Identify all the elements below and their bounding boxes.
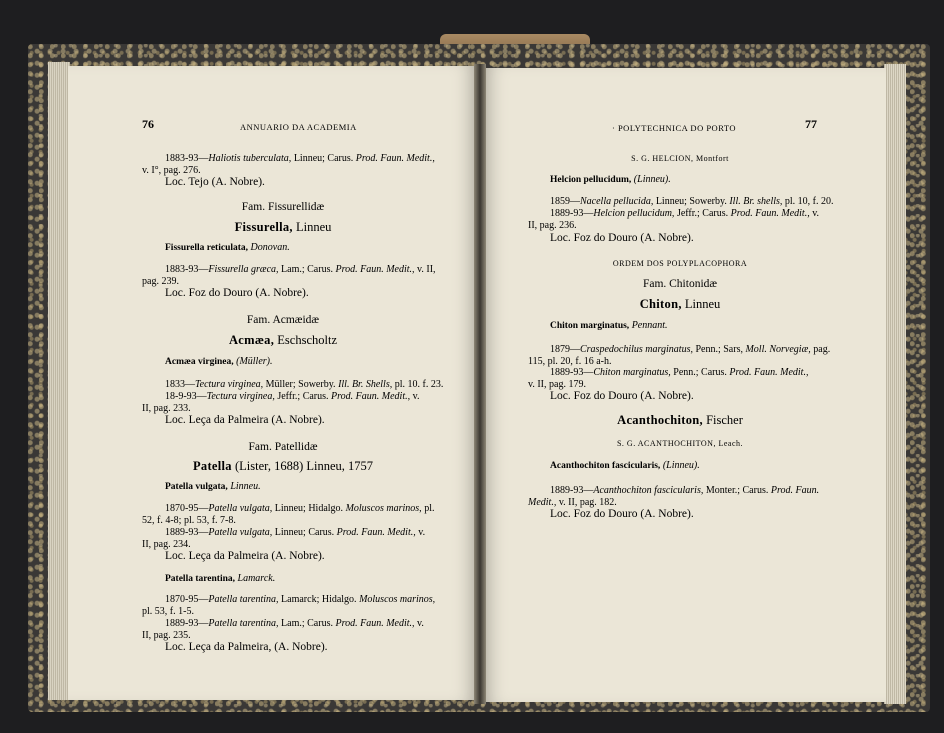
- locality-line: Loc. Leça da Palmeira, (A. Nobre).: [165, 641, 328, 653]
- page-edges-right: [884, 64, 906, 704]
- entry-line: II, pag. 235.: [142, 630, 191, 641]
- entry-line: II, pag. 234.: [142, 539, 191, 550]
- genus-heading: Fissurella, Linneu: [234, 220, 332, 234]
- entry-line: v. II, pag. 179.: [528, 379, 586, 390]
- locality-line: Loc. Foz do Douro (A. Nobre).: [550, 390, 694, 402]
- right-page-number: 77: [805, 117, 817, 131]
- subgenus-heading: S. G. ACANTHOCHITON, Leach.: [616, 439, 743, 448]
- entry-line: 1889-93—Acanthochiton fascicularis, Monter.; Carus. Prod. Faun.: [550, 485, 820, 496]
- family-heading: Fam. Chitonidæ: [642, 278, 718, 290]
- left-running-head: ANNUARIO DA ACADEMIA: [240, 122, 357, 132]
- species-heading: Chiton marginatus, Pennant.: [550, 320, 668, 331]
- entry-line: 1889-93—Patella vulgata, Linneu; Carus. Prod. Faun. Medit., v.: [165, 527, 426, 538]
- locality-line: Loc. Foz do Douro (A. Nobre).: [165, 287, 309, 299]
- species-heading: Acanthochiton fascicularis, (Linneu).: [550, 460, 700, 471]
- entry-line: 115, pl. 20, f. 16 a-h.: [528, 356, 612, 367]
- entry-line: 1883-93—Fissurella græca, Lam.; Carus. Prod. Faun. Medit., v. II,: [165, 264, 436, 275]
- entry-line: II, pag. 236.: [528, 220, 577, 231]
- entry-line: 1859—Nacella pellucida, Linneu; Sowerby. Ill. Br. shells, pl. 10, f. 20.: [550, 196, 834, 207]
- entry-line: 1879—Craspedochilus marginatus, Penn.; Sars, Moll. Norvegiæ, pag.: [550, 344, 831, 355]
- genus-heading: Chiton, Linneu: [639, 297, 721, 311]
- locality-line: Loc. Tejo (A. Nobre).: [165, 176, 265, 188]
- entry-line: pag. 239.: [142, 276, 179, 287]
- page-edges-left: [48, 62, 70, 700]
- locality-line: Loc. Leça da Palmeira (A. Nobre).: [165, 414, 325, 426]
- book-gutter: [474, 64, 486, 704]
- genus-heading: Acmæa, Eschscholtz: [228, 333, 338, 347]
- entry-line: v. I°, pag. 276.: [142, 165, 201, 176]
- entry-line: 1889-93—Helcion pellucidum, Jeffr.; Carus. Prod. Faun. Medit., v.: [550, 208, 820, 219]
- entry-line: 1833—Tectura virginea, Müller; Sowerby. Ill. Br. Shells, pl. 10. f. 23.: [165, 379, 444, 390]
- locality-line: Loc. Foz do Douro (A. Nobre).: [550, 508, 694, 520]
- genus-heading: Acanthochiton, Fischer: [617, 413, 743, 427]
- entry-line: 52, f. 4-8; pl. 53, f. 7-8.: [142, 515, 236, 526]
- locality-line: Loc. Leça da Palmeira (A. Nobre).: [165, 550, 325, 562]
- entry-line: 1889-93—Patella tarentina, Lam.; Carus. Prod. Faun. Medit., v.: [165, 618, 424, 629]
- species-heading: Fissurella reticulata, Donovan.: [165, 242, 290, 253]
- species-heading: Patella tarentina, Lamarck.: [165, 573, 276, 584]
- entry-line: 1889-93—Chiton marginatus, Penn.; Carus. Prod. Faun. Medit.,: [550, 367, 809, 378]
- family-heading: Fam. Fissurellidæ: [241, 201, 325, 213]
- subgenus-heading: S. G. HELCION, Montfort: [631, 154, 729, 163]
- species-heading: Helcion pellucidum, (Linneu).: [550, 174, 671, 185]
- entry-line: 1870-95—Patella tarentina, Lamarck; Hidalgo. Moluscos marinos,: [165, 594, 436, 605]
- order-heading: ORDEM DOS POLYPLACOPHORA: [612, 259, 748, 268]
- entry-line: 1883-93—Haliotis tuberculata, Linneu; Carus. Prod. Faun. Medit.,: [165, 153, 435, 164]
- family-heading: Fam. Acmæidæ: [246, 314, 320, 326]
- entry-line: 18-9-93—Tectura virginea, Jeffr.; Carus. Prod. Faun. Medit., v.: [165, 391, 420, 402]
- species-heading: Acmæa virginea, (Müller).: [165, 356, 273, 367]
- species-heading: Patella vulgata, Linneu.: [165, 481, 261, 492]
- locality-line: Loc. Foz do Douro (A. Nobre).: [550, 232, 694, 244]
- entry-line: 1870-95—Patella vulgata, Linneu; Hidalgo. Moluscos marinos, pl.: [165, 503, 435, 514]
- entry-line: II, pag. 233.: [142, 403, 191, 414]
- entry-line: pl. 53, f. 1-5.: [142, 606, 194, 617]
- family-heading: Fam. Patellidæ: [248, 441, 318, 453]
- right-running-head: · POLYTECHNICA DO PORTO: [612, 123, 737, 133]
- genus-heading: Patella (Lister, 1688) Linneu, 1757: [192, 459, 374, 473]
- entry-line: Medit., v. II, pag. 182.: [528, 497, 617, 508]
- left-page-number: 76: [142, 117, 154, 131]
